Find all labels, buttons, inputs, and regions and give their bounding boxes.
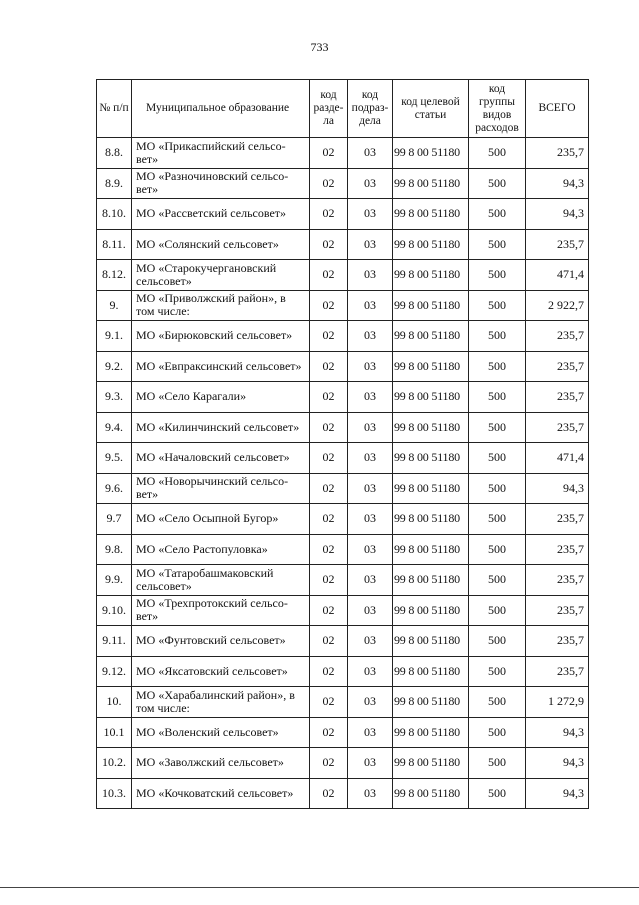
section-code: 02 xyxy=(310,748,348,779)
target-code: 99 8 00 51180 xyxy=(393,748,469,779)
row-number: 9.3. xyxy=(97,382,132,413)
total-amount: 2 922,7 xyxy=(526,290,589,321)
subsection-code: 03 xyxy=(348,565,393,596)
row-number: 8.8. xyxy=(97,138,132,169)
section-code: 02 xyxy=(310,443,348,474)
municipality-name: МО «Разночиновский сельсо-вет» xyxy=(132,168,310,199)
subsection-code: 03 xyxy=(348,534,393,565)
row-number: 10.1 xyxy=(97,717,132,748)
section-code: 02 xyxy=(310,412,348,443)
header-target: код целевой статьи xyxy=(393,80,469,138)
subsection-code: 03 xyxy=(348,595,393,626)
target-code: 99 8 00 51180 xyxy=(393,626,469,657)
expense-group-code: 500 xyxy=(469,229,526,260)
target-code: 99 8 00 51180 xyxy=(393,473,469,504)
expense-group-code: 500 xyxy=(469,717,526,748)
expense-group-code: 500 xyxy=(469,443,526,474)
row-number: 9.12. xyxy=(97,656,132,687)
total-amount: 94,3 xyxy=(526,748,589,779)
row-number: 8.9. xyxy=(97,168,132,199)
target-code: 99 8 00 51180 xyxy=(393,443,469,474)
total-amount: 235,7 xyxy=(526,321,589,352)
total-amount: 235,7 xyxy=(526,412,589,443)
target-code: 99 8 00 51180 xyxy=(393,199,469,230)
table-row xyxy=(97,260,589,291)
section-code: 02 xyxy=(310,168,348,199)
subsection-code: 03 xyxy=(348,321,393,352)
row-number: 9.7 xyxy=(97,504,132,535)
expense-group-code: 500 xyxy=(469,412,526,443)
subsection-code: 03 xyxy=(348,778,393,809)
target-code: 99 8 00 51180 xyxy=(393,565,469,596)
target-code: 99 8 00 51180 xyxy=(393,504,469,535)
target-code: 99 8 00 51180 xyxy=(393,229,469,260)
header-total: ВСЕГО xyxy=(526,80,589,138)
row-number: 8.11. xyxy=(97,229,132,260)
row-number: 9.1. xyxy=(97,321,132,352)
table-row xyxy=(97,595,589,626)
row-number: 9.4. xyxy=(97,412,132,443)
total-amount: 1 272,9 xyxy=(526,687,589,718)
expense-group-code: 500 xyxy=(469,382,526,413)
table-row xyxy=(97,656,589,687)
municipality-name: МО «Старокучергановский сельсовет» xyxy=(132,260,310,291)
total-amount: 235,7 xyxy=(526,138,589,169)
section-code: 02 xyxy=(310,626,348,657)
expense-group-code: 500 xyxy=(469,626,526,657)
table-header xyxy=(97,80,589,138)
total-amount: 94,3 xyxy=(526,778,589,809)
subsection-code: 03 xyxy=(348,687,393,718)
total-amount: 235,7 xyxy=(526,656,589,687)
table-row xyxy=(97,290,589,321)
subsection-code: 03 xyxy=(348,473,393,504)
municipality-name: МО «Заволжский сельсовет» xyxy=(132,748,310,779)
target-code: 99 8 00 51180 xyxy=(393,595,469,626)
total-amount: 94,3 xyxy=(526,199,589,230)
municipality-name: МО «Воленский сельсовет» xyxy=(132,717,310,748)
table-row xyxy=(97,321,589,352)
total-amount: 235,7 xyxy=(526,626,589,657)
table-body xyxy=(97,138,589,809)
subsection-code: 03 xyxy=(348,260,393,291)
row-number: 9.10. xyxy=(97,595,132,626)
municipality-name: МО «Солянский сельсовет» xyxy=(132,229,310,260)
expense-group-code: 500 xyxy=(469,656,526,687)
municipality-name: МО «Кочковатский сельсовет» xyxy=(132,778,310,809)
section-code: 02 xyxy=(310,595,348,626)
table-row xyxy=(97,168,589,199)
section-code: 02 xyxy=(310,504,348,535)
municipality-name: МО «Село Растопуловка» xyxy=(132,534,310,565)
subsection-code: 03 xyxy=(348,504,393,535)
target-code: 99 8 00 51180 xyxy=(393,138,469,169)
total-amount: 471,4 xyxy=(526,260,589,291)
section-code: 02 xyxy=(310,199,348,230)
expense-group-code: 500 xyxy=(469,290,526,321)
subsection-code: 03 xyxy=(348,351,393,382)
subsection-code: 03 xyxy=(348,229,393,260)
expense-group-code: 500 xyxy=(469,748,526,779)
target-code: 99 8 00 51180 xyxy=(393,656,469,687)
total-amount: 235,7 xyxy=(526,565,589,596)
expense-group-code: 500 xyxy=(469,321,526,352)
subsection-code: 03 xyxy=(348,748,393,779)
expense-group-code: 500 xyxy=(469,260,526,291)
municipality-name: МО «Рассветский сельсовет» xyxy=(132,199,310,230)
expense-group-code: 500 xyxy=(469,534,526,565)
target-code: 99 8 00 51180 xyxy=(393,260,469,291)
table-row xyxy=(97,687,589,718)
table-row xyxy=(97,626,589,657)
municipality-name: МО «Село Карагали» xyxy=(132,382,310,413)
subsection-code: 03 xyxy=(348,382,393,413)
page-number: 733 xyxy=(310,40,329,54)
section-code: 02 xyxy=(310,351,348,382)
municipality-name: МО «Фунтовский сельсовет» xyxy=(132,626,310,657)
expense-group-code: 500 xyxy=(469,351,526,382)
row-number: 9. xyxy=(97,290,132,321)
expense-group-code: 500 xyxy=(469,473,526,504)
row-number: 10.3. xyxy=(97,778,132,809)
section-code: 02 xyxy=(310,717,348,748)
expense-group-code: 500 xyxy=(469,504,526,535)
municipality-name: МО «Прикаспийский сельсо-вет» xyxy=(132,138,310,169)
table-row xyxy=(97,504,589,535)
row-number: 9.6. xyxy=(97,473,132,504)
section-code: 02 xyxy=(310,473,348,504)
header-expense-group: код группы видов расходов xyxy=(469,80,526,138)
row-number: 8.10. xyxy=(97,199,132,230)
target-code: 99 8 00 51180 xyxy=(393,412,469,443)
municipality-name: МО «Трехпротокский сельсо-вет» xyxy=(132,595,310,626)
subsection-code: 03 xyxy=(348,717,393,748)
expense-group-code: 500 xyxy=(469,138,526,169)
municipality-name: МО «Началовский сельсовет» xyxy=(132,443,310,474)
total-amount: 235,7 xyxy=(526,595,589,626)
target-code: 99 8 00 51180 xyxy=(393,717,469,748)
table-row xyxy=(97,412,589,443)
row-number: 9.9. xyxy=(97,565,132,596)
municipality-name: МО «Приволжский район», в том числе: xyxy=(132,290,310,321)
subsection-code: 03 xyxy=(348,290,393,321)
municipality-name: МО «Килинчинский сельсовет» xyxy=(132,412,310,443)
section-code: 02 xyxy=(310,778,348,809)
table-row xyxy=(97,443,589,474)
table-row xyxy=(97,778,589,809)
row-number: 10. xyxy=(97,687,132,718)
budget-table xyxy=(96,79,589,809)
table-row xyxy=(97,351,589,382)
section-code: 02 xyxy=(310,260,348,291)
total-amount: 471,4 xyxy=(526,443,589,474)
subsection-code: 03 xyxy=(348,443,393,474)
header-section: код разде-ла xyxy=(310,80,348,138)
row-number: 9.2. xyxy=(97,351,132,382)
section-code: 02 xyxy=(310,565,348,596)
total-amount: 94,3 xyxy=(526,717,589,748)
section-code: 02 xyxy=(310,534,348,565)
expense-group-code: 500 xyxy=(469,199,526,230)
subsection-code: 03 xyxy=(348,412,393,443)
target-code: 99 8 00 51180 xyxy=(393,687,469,718)
section-code: 02 xyxy=(310,382,348,413)
header-municipality: Муниципальное образование xyxy=(132,80,310,138)
subsection-code: 03 xyxy=(348,138,393,169)
target-code: 99 8 00 51180 xyxy=(393,382,469,413)
municipality-name: МО «Харабалинский район», в том числе: xyxy=(132,687,310,718)
total-amount: 94,3 xyxy=(526,473,589,504)
page-bottom-rule xyxy=(0,887,639,888)
row-number: 9.11. xyxy=(97,626,132,657)
table-row xyxy=(97,565,589,596)
total-amount: 235,7 xyxy=(526,534,589,565)
table-row xyxy=(97,748,589,779)
table-row xyxy=(97,534,589,565)
total-amount: 235,7 xyxy=(526,382,589,413)
municipality-name: МО «Новорычинский сельсо-вет» xyxy=(132,473,310,504)
expense-group-code: 500 xyxy=(469,168,526,199)
row-number: 9.5. xyxy=(97,443,132,474)
municipality-name: МО «Татаробашмаковский сельсовет» xyxy=(132,565,310,596)
row-number: 10.2. xyxy=(97,748,132,779)
header-num: № п/п xyxy=(97,80,132,138)
row-number: 8.12. xyxy=(97,260,132,291)
total-amount: 235,7 xyxy=(526,229,589,260)
section-code: 02 xyxy=(310,290,348,321)
target-code: 99 8 00 51180 xyxy=(393,168,469,199)
municipality-name: МО «Село Осыпной Бугор» xyxy=(132,504,310,535)
table-row xyxy=(97,199,589,230)
row-number: 9.8. xyxy=(97,534,132,565)
total-amount: 94,3 xyxy=(526,168,589,199)
municipality-name: МО «Евпраксинский сельсовет» xyxy=(132,351,310,382)
section-code: 02 xyxy=(310,321,348,352)
section-code: 02 xyxy=(310,138,348,169)
expense-group-code: 500 xyxy=(469,778,526,809)
expense-group-code: 500 xyxy=(469,595,526,626)
target-code: 99 8 00 51180 xyxy=(393,778,469,809)
section-code: 02 xyxy=(310,656,348,687)
table-row xyxy=(97,717,589,748)
section-code: 02 xyxy=(310,687,348,718)
expense-group-code: 500 xyxy=(469,565,526,596)
total-amount: 235,7 xyxy=(526,351,589,382)
municipality-name: МО «Бирюковский сельсовет» xyxy=(132,321,310,352)
total-amount: 235,7 xyxy=(526,504,589,535)
subsection-code: 03 xyxy=(348,168,393,199)
municipality-name: МО «Яксатовский сельсовет» xyxy=(132,656,310,687)
target-code: 99 8 00 51180 xyxy=(393,290,469,321)
table-row xyxy=(97,138,589,169)
expense-group-code: 500 xyxy=(469,687,526,718)
subsection-code: 03 xyxy=(348,656,393,687)
target-code: 99 8 00 51180 xyxy=(393,321,469,352)
subsection-code: 03 xyxy=(348,199,393,230)
section-code: 02 xyxy=(310,229,348,260)
header-subsection: код подраз-дела xyxy=(348,80,393,138)
table-row xyxy=(97,229,589,260)
subsection-code: 03 xyxy=(348,626,393,657)
target-code: 99 8 00 51180 xyxy=(393,534,469,565)
table-row xyxy=(97,473,589,504)
table-row xyxy=(97,382,589,413)
target-code: 99 8 00 51180 xyxy=(393,351,469,382)
